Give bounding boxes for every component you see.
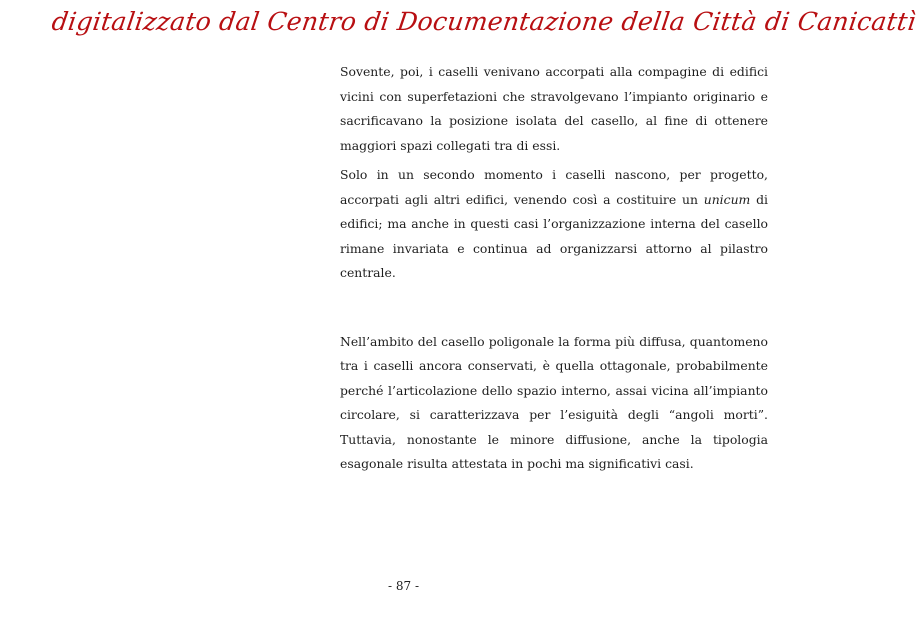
digitization-watermark: digitalizzato dal Centro di Documentazione della Città di Canicattì <box>50 7 918 36</box>
paragraph-unicum-before: Solo in un secondo momento i caselli nascono, per progetto, accorpati agli altri edifici, venendo così a costituire un <box>340 167 768 207</box>
body-text-column <box>340 60 768 477</box>
paragraph-unicum-after: di edifici; ma anche in questi casi l’organizzazione interna del casello rimane invariata e continua ad organizzarsi attorno al pilastro centrale. <box>340 191 768 280</box>
paragraph-caselli-accorpati: Sovente, poi, i caselli venivano accorpati alla compagine di edifici vicini con superfetazioni che stravolgevano l’impianto originario e sacrificavano la posizione isolata del casello, al fine di ottenere maggiori spazi collegati tra di essi. <box>340 64 768 153</box>
paragraph-casello-poligonale: Nell’ambito del casello poligonale la forma più diffusa, quantomeno tra i caselli ancora conservati, è quella ottagonale, probabilmente perché l’articolazione dello spazio interno, assai vicina all’impianto circolare, si caratterizzava per l’esiguità degli “angoli morti”. Tuttavia, nonostante le minore diffusione, anche la tipologia esagonale risulta attestata in pochi ma significativi casi. <box>340 333 768 471</box>
unicum-emphasis: unicum <box>703 191 751 207</box>
page-number: - 87 - <box>388 579 420 593</box>
paragraph-unicum <box>340 163 768 286</box>
